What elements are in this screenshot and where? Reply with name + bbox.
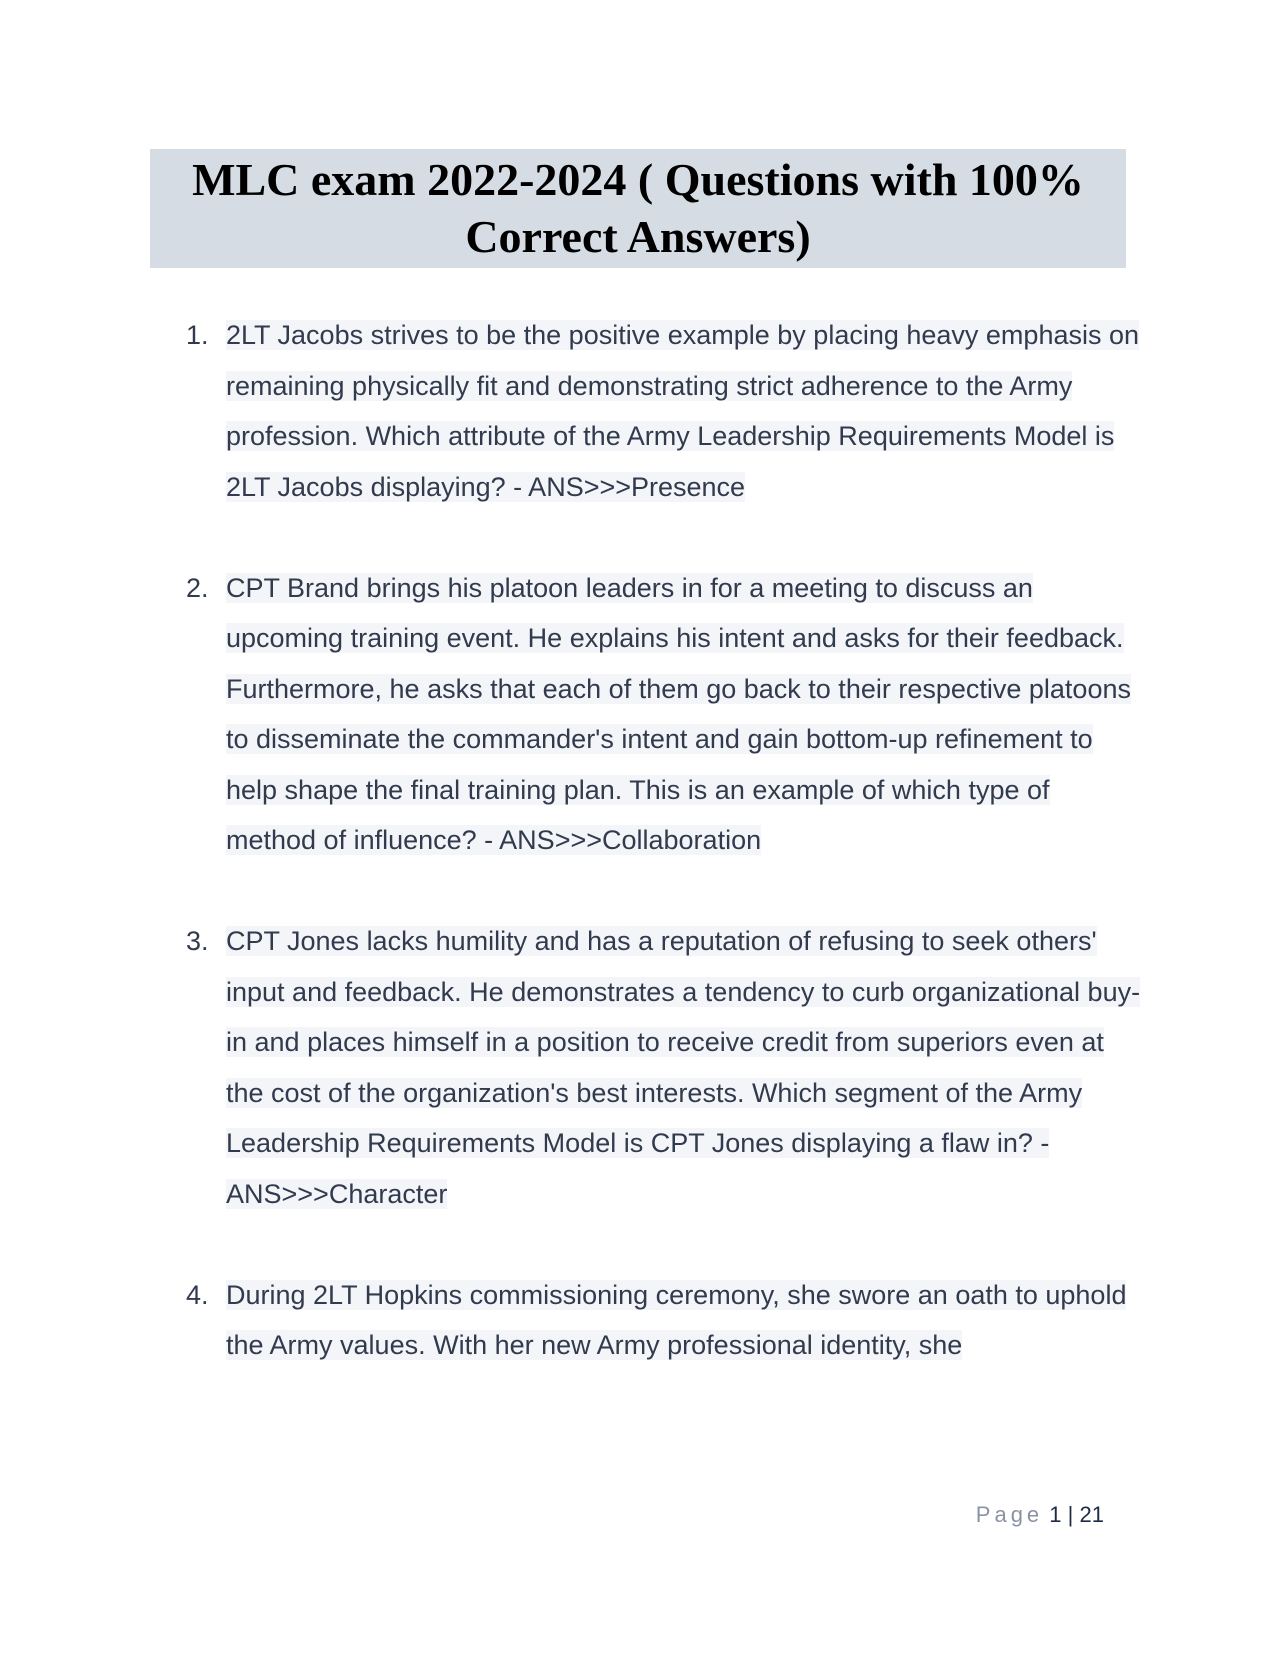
document-title: MLC exam 2022-2024 ( Questions with 100% Correct Answers) <box>150 149 1126 268</box>
question-item <box>0 310 1146 512</box>
question-item <box>0 1270 1146 1371</box>
question-text: 2LT Jacobs strives to be the positive example by placing heavy emphasis on remaining physically fit and demonstrating strict adherence to the Army profession. Which attribute of the Army Leadership Requirements Model is 2LT Jacobs displaying? - ANS>>>Presence <box>226 320 1140 502</box>
question-text: During 2LT Hopkins commissioning ceremony, she swore an oath to uphold the Army values. With her new Army professional identity, she <box>226 1279 1127 1360</box>
question-number: 2. <box>186 572 209 603</box>
page-separator: | <box>1067 1502 1074 1527</box>
question-number: 3. <box>186 926 209 956</box>
page-footer <box>976 1502 1104 1528</box>
question-item <box>0 916 1146 1219</box>
question-number: 4. <box>186 1279 209 1310</box>
question-text: CPT Jones lacks humility and has a reputation of refusing to seek others' input and feedback. He demonstrates a tendency to curb organizational buy-in and places himself in a position to receive credit from superiors even at the cost of the organization's best interests. Which segment of the Army Leadership Requirements Model is CPT Jones displaying a flaw in? - ANS>>>Character <box>226 926 1141 1209</box>
total-pages: 21 <box>1079 1502 1104 1527</box>
question-list <box>0 310 1280 1421</box>
question-text: CPT Brand brings his platoon leaders in for a meeting to discuss an upcoming training event. He explains his intent and asks for their feedback. Furthermore, he asks that each of them go back to their respective platoons to disseminate the commander's intent and gain bottom-up refinement to help shape the final training plan. This is an example of which type of method of influence? - ANS>>>Collaboration <box>226 572 1131 855</box>
page-label: Page <box>975 1502 1044 1527</box>
question-number: 1. <box>186 320 209 350</box>
question-item <box>0 563 1146 866</box>
page-number: 1 <box>1049 1502 1062 1527</box>
